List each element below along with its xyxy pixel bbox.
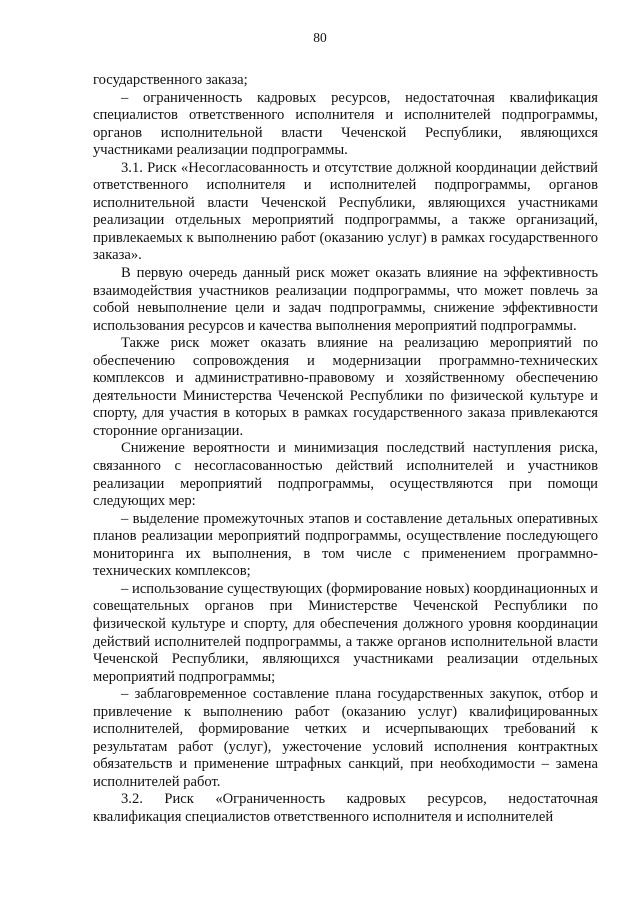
page-number: 80 <box>313 30 327 45</box>
paragraph-staff-limitation: – ограниченность кадровых ресурсов, недостаточная квалификация специалистов ответственного исполнителя и исполнителей подпрограммы, органов исполнительной власти Чеченской Республики, являющихся участниками реализации подпрограммы. <box>93 89 598 159</box>
paragraph-continuation: государственного заказа; <box>93 72 248 88</box>
paragraph-risk-3-1: 3.1. Риск «Несогласованность и отсутствие должной координации действий ответственного исполнителя и исполнителей подпрограммы, органов исполнительной власти Чеченской Республики, являющихся участниками реализации отдельных мероприятий подпрограммы, а также организаций, привлекаемых к выполнению работ (оказанию услуг) в рамках государственного заказа». <box>93 159 598 264</box>
paragraph-risk-mitigation: Снижение вероятности и минимизация последствий наступления риска, связанного с несогласованностью действий исполнителей и участников реализации мероприятий подпрограммы, осуществляются при помощи следующих мер: <box>93 440 598 510</box>
paragraph-risk-3-2: 3.2. Риск «Ограниченность кадровых ресурсов, недостаточная квалификация специалистов ответственного исполнителя и исполнителей <box>93 791 598 825</box>
body-text <box>93 72 598 827</box>
paragraph-risk-activities: Также риск может оказать влияние на реализацию мероприятий по обеспечению сопровождения и модернизации программно-технических комплексов и административно-правовому и хозяйственному обеспечению деятельности Министерства Чеченской Республики по физической культуре и спорту, для участия в которых в рамках государственного заказа привлекаются сторонние организации. <box>93 335 598 439</box>
paragraph-measure-bodies: – использование существующих (формирование новых) координационных и совещательных органов при Министерстве Чеченской Республики по физической культуре и спорту, для обеспечения должного уровня координации действий исполнителей подпрограммы, а также органов исполнительной власти Чеченской Республики, являющихся участниками реализации отдельных мероприятий подпрограммы; <box>93 580 598 685</box>
paragraph-measure-procurement: – заблаговременное составление плана государственных закупок, отбор и привлечение к выполнению работ (оказанию услуг) квалифицированных исполнителей, формирование четких и исчерпывающих требований к результатам работ (услуг), ужесточение условий исполнения контрактных обязательств и применение штрафных санкций, при необходимости – замена исполнителей работ. <box>93 686 598 790</box>
paragraph-risk-impact: В первую очередь данный риск может оказать влияние на эффективность взаимодействия участников реализации подпрограммы, что может повлечь за собой невыполнение цели и задач подпрограммы, снижение эффективности использования ресурсов и качества выполнения мероприятий подпрограммы. <box>93 265 598 334</box>
paragraph-measure-stages: – выделение промежуточных этапов и составление детальных оперативных планов реализации мероприятий подпрограммы, осуществление последующего мониторинга их выполнения, в том числе с применением программно-технических комплексов; <box>93 510 598 580</box>
